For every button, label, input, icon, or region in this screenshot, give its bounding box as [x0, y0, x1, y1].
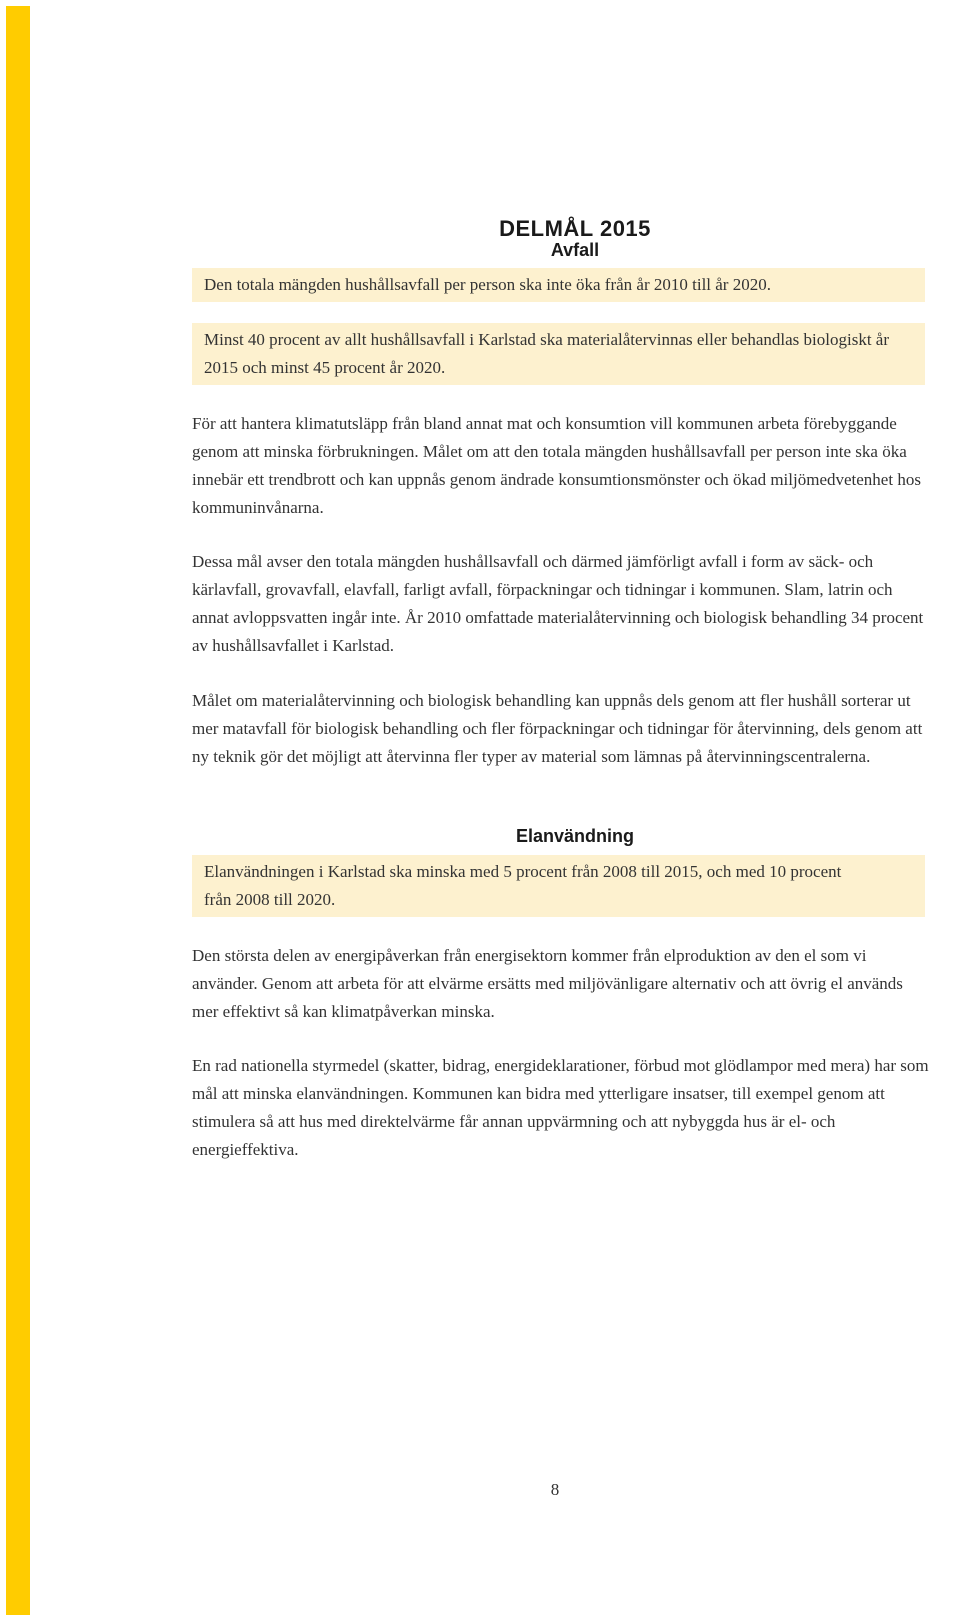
paragraph-elanvandning-1: Den största delen av energipåverkan från energisektorn kommer från elproduktion av den el som vi använder. Genom att arbeta för att elvärme ersätts med miljövänligare alternativ och att övrig el används mer effektivt så kan klimatpåverkan minska. [192, 946, 903, 1021]
paragraph-elanvandning-2: En rad nationella styrmedel (skatter, bidrag, energideklarationer, förbud mot glödlampor med mera) har som mål att minska elanvändningen. Kommunen kan bidra med ytterligare insatser, till exempel genom att stimulera så att hus med direktelvärme får annan uppvärmning och att nybyggda hus är el- och energieffektiva. [192, 1056, 929, 1159]
section-title-elanvandning: Elanvändning [515, 826, 634, 846]
paragraph-avfall-2: Dessa mål avser den totala mängden hushållsavfall och därmed jämförligt avfall i form av säck- och kärlavfall, grovavfall, elavfall, farligt avfall, förpackningar och tidningar i kommunen. Slam, latrin och annat avloppsvatten ingår inte. År 2010 omfattade materialåtervinning och biologisk behandling 34 procent av hushållsavfallet i Karlstad. [192, 552, 924, 655]
paragraph-avfall-1: För att hantera klimatutsläpp från bland annat mat och konsumtion vill kommunen arbeta förebyggande genom att minska förbrukningen. Målet om att den totala mängden hushållsavfall per person inte ska öka innebär ett trendbrott och kan uppnås genom ändrade konsumtionsmönster och ökad miljömedvetenhet hos kommuninvånarna. [192, 414, 921, 517]
goal-box-avfall-2: Minst 40 procent av allt hushållsavfall i Karlstad ska materialåtervinnas eller behandlas biologiskt år 2015 och minst 45 procent år 2020. [192, 323, 925, 385]
paragraph-avfall-3: Målet om materialåtervinning och biologisk behandling kan uppnås dels genom att fler hushåll sorterar ut mer matavfall för biologisk behandling och fler förpackningar och tidningar för återvinning, dels genom att ny teknik gör det möjligt att återvinna fler typer av material som lämnas på återvinningscentralerna. [192, 691, 923, 766]
goal-box-avfall-1: Den totala mängden hushållsavfall per person ska inte öka från år 2010 till år 2020. [192, 268, 925, 302]
page-heading: DELMÅL 2015 [499, 216, 651, 241]
goal-box-elanvandning: Elanvändningen i Karlstad ska minska med 5 procent från 2008 till 2015, och med 10 procent från 2008 till 2020. [192, 855, 925, 917]
section-title-avfall: Avfall [550, 240, 600, 260]
page-number: 8 [550, 1480, 560, 1499]
